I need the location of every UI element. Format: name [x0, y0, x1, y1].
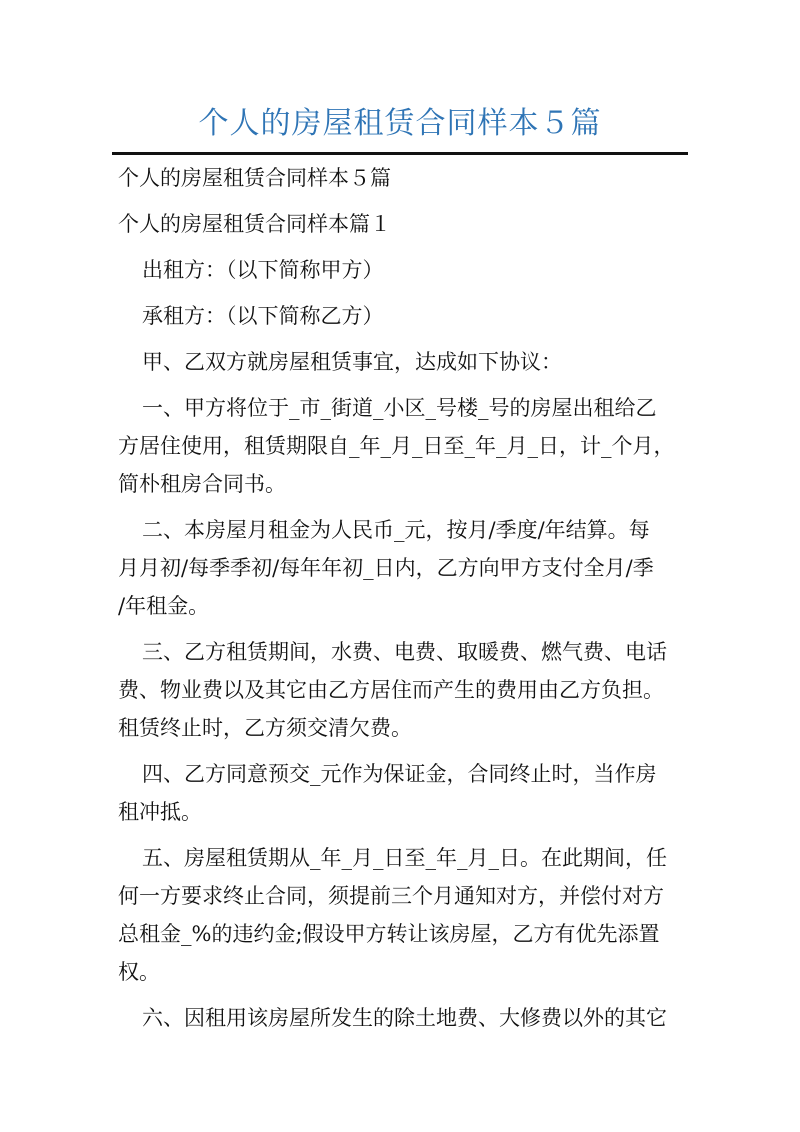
- text-line: 个人的房屋租赁合同样本５篇: [118, 166, 391, 190]
- paragraph-clause-5: [118, 839, 684, 991]
- text-line: 甲、乙双方就房屋租赁事宜，达成如下协议：: [142, 350, 562, 374]
- paragraph-clause-3: [118, 633, 684, 747]
- paragraph-lessee: [118, 297, 684, 335]
- text-line: /年租金。: [118, 594, 210, 618]
- text-line: 五、房屋租赁期从_年_月_日至_年_月_日。在此期间，任: [142, 846, 667, 870]
- document-title: 个人的房屋租赁合同样本５篇: [198, 106, 602, 141]
- text-line: 费、物业费以及其它由乙方居住而产生的费用由乙方负担。: [118, 678, 664, 702]
- text-line: 总租金_%的违约金;假设甲方转让该房屋，乙方有优先添置: [118, 922, 660, 946]
- text-line: 权。: [118, 960, 160, 984]
- text-line: 四、乙方同意预交_元作为保证金，合同终止时，当作房: [142, 762, 657, 786]
- paragraph-agreement-intro: [118, 343, 684, 381]
- title-divider: [112, 152, 688, 155]
- text-line: 三、乙方租赁期间，水费、电费、取暖费、燃气费、电话: [142, 640, 667, 664]
- paragraph-section-heading: [118, 205, 684, 243]
- paragraph-lessor: [118, 251, 684, 289]
- text-line: 方居住使用，租赁期限自_年_月_日至_年_月_日，计_个月，: [118, 434, 675, 458]
- text-line: 承租方：（以下简称乙方）: [142, 304, 384, 328]
- text-line: 何一方要求终止合同，须提前三个月通知对方，并偿付对方: [118, 884, 664, 908]
- paragraph-clause-1: [118, 389, 684, 503]
- text-line: 简朴租房合同书。: [118, 472, 286, 496]
- paragraph-subtitle: [118, 159, 684, 197]
- text-line: 一、甲方将位于_市_街道_小区_号楼_号的房屋出租给乙: [142, 396, 657, 420]
- text-line: 租赁终止时，乙方须交清欠费。: [118, 716, 412, 740]
- paragraph-clause-4: [118, 755, 684, 831]
- paragraph-clause-6: [118, 999, 684, 1037]
- paragraph-clause-2: [118, 511, 684, 625]
- text-line: 六、因租用该房屋所发生的除土地费、大修费以外的其它: [142, 1006, 667, 1030]
- text-line: 个人的房屋租赁合同样本篇１: [118, 212, 391, 236]
- text-line: 出租方：（以下简称甲方）: [142, 258, 384, 282]
- text-line: 月月初/每季季初/每年年初_日内，乙方向甲方支付全月/季: [118, 556, 654, 580]
- document-body: [118, 159, 684, 1045]
- text-line: 二、本房屋月租金为人民币_元，按月/季度/年结算。每: [142, 518, 650, 542]
- text-line: 租冲抵。: [118, 800, 202, 824]
